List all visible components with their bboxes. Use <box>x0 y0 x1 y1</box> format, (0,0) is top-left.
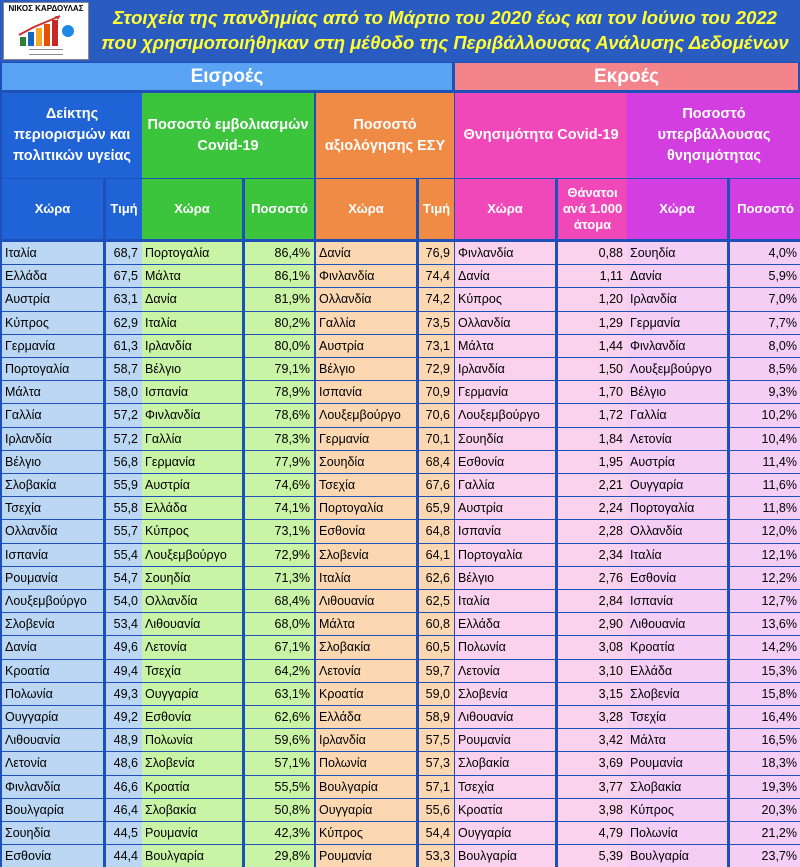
country-cell: Τσεχία <box>2 497 103 519</box>
country-cell: Πολωνία <box>316 752 416 774</box>
country-cell: Ολλανδία <box>2 520 103 542</box>
value-cell: 62,9 <box>106 312 142 334</box>
value-cell: 1,70 <box>558 381 627 403</box>
value-cell: 54,7 <box>106 567 142 589</box>
value-cell: 74,6% <box>245 474 314 496</box>
value-cell: 5,39 <box>558 845 627 867</box>
country-cell: Ιρλανδία <box>142 335 242 357</box>
country-cell: Ιρλανδία <box>316 729 416 751</box>
value-cell: 67,1% <box>245 636 314 658</box>
country-cell: Λετονία <box>2 752 103 774</box>
country-cell: Βουλγαρία <box>455 845 555 867</box>
country-cell: Λουξεμβούργο <box>455 404 555 426</box>
country-cell: Βουλγαρία <box>627 845 727 867</box>
country-cell: Φινλανδία <box>142 404 242 426</box>
country-cell: Δανία <box>455 265 555 287</box>
subheader-country-5: Χώρα <box>627 179 727 239</box>
country-cell: Ισπανία <box>455 520 555 542</box>
value-cell: 12,1% <box>730 544 800 566</box>
value-cell: 3,69 <box>558 752 627 774</box>
country-cell: Ιρλανδία <box>2 428 103 450</box>
country-cell: Μάλτα <box>627 729 727 751</box>
value-cell: 59,6% <box>245 729 314 751</box>
value-cell: 49,3 <box>106 683 142 705</box>
country-cell: Ουγγαρία <box>316 799 416 821</box>
country-cell: Λιθουανία <box>142 613 242 635</box>
country-cell: Ελλάδα <box>2 265 103 287</box>
country-cell: Εσθονία <box>2 845 103 867</box>
value-cell: 1,20 <box>558 288 627 310</box>
subheader-value-4: Θάνατοι ανά 1.000 άτομα <box>558 179 627 239</box>
country-cell: Κύπρος <box>316 822 416 844</box>
value-cell: 16,4% <box>730 706 800 728</box>
country-cell: Ολλανδία <box>455 312 555 334</box>
value-cell: 14,2% <box>730 636 800 658</box>
outputs-group-header: Εκροές <box>455 63 798 90</box>
value-cell: 2,21 <box>558 474 627 496</box>
value-cell: 55,8 <box>106 497 142 519</box>
column-title-3: Ποσοστό αξιολόγησης ΕΣΥ <box>316 93 454 178</box>
country-cell: Σουηδία <box>316 451 416 473</box>
country-cell: Φινλανδία <box>455 242 555 264</box>
country-cell: Εσθονία <box>455 451 555 473</box>
value-cell: 54,4 <box>419 822 454 844</box>
country-cell: Πορτογαλία <box>455 544 555 566</box>
country-cell: Φινλανδία <box>2 776 103 798</box>
country-cell: Ουγγαρία <box>2 706 103 728</box>
value-cell: 12,2% <box>730 567 800 589</box>
value-cell: 59,7 <box>419 660 454 682</box>
country-cell: Γερμανία <box>627 312 727 334</box>
value-cell: 86,4% <box>245 242 314 264</box>
country-cell: Δανία <box>142 288 242 310</box>
country-cell: Πορτογαλία <box>2 358 103 380</box>
value-cell: 58,9 <box>419 706 454 728</box>
country-cell: Κύπρος <box>142 520 242 542</box>
country-cell: Ελλάδα <box>627 660 727 682</box>
value-cell: 80,0% <box>245 335 314 357</box>
value-cell: 53,3 <box>419 845 454 867</box>
country-cell: Λουξεμβούργο <box>142 544 242 566</box>
value-cell: 50,8% <box>245 799 314 821</box>
value-cell: 68,0% <box>245 613 314 635</box>
value-cell: 49,6 <box>106 636 142 658</box>
value-cell: 11,6% <box>730 474 800 496</box>
value-cell: 12,0% <box>730 520 800 542</box>
country-cell: Γερμανία <box>2 335 103 357</box>
country-cell: Πολωνία <box>627 822 727 844</box>
country-cell: Ισπανία <box>627 590 727 612</box>
value-cell: 46,6 <box>106 776 142 798</box>
country-cell: Γερμανία <box>455 381 555 403</box>
country-cell: Ουγγαρία <box>455 822 555 844</box>
value-cell: 1,95 <box>558 451 627 473</box>
country-cell: Δανία <box>627 265 727 287</box>
country-cell: Λουξεμβούργο <box>2 590 103 612</box>
value-cell: 80,2% <box>245 312 314 334</box>
subheader-value-5: Ποσοστό <box>730 179 800 239</box>
country-cell: Ολλανδία <box>316 288 416 310</box>
value-cell: 57,1 <box>419 776 454 798</box>
country-cell: Πολωνία <box>455 636 555 658</box>
value-cell: 1,11 <box>558 265 627 287</box>
country-cell: Γαλλία <box>627 404 727 426</box>
country-cell: Λιθουανία <box>316 590 416 612</box>
country-cell: Ελλάδα <box>455 613 555 635</box>
value-cell: 3,98 <box>558 799 627 821</box>
value-cell: 49,4 <box>106 660 142 682</box>
country-cell: Γαλλία <box>142 428 242 450</box>
country-cell: Κροατία <box>142 776 242 798</box>
value-cell: 11,8% <box>730 497 800 519</box>
country-cell: Σλοβενία <box>627 683 727 705</box>
country-cell: Γαλλία <box>455 474 555 496</box>
value-cell: 86,1% <box>245 265 314 287</box>
value-cell: 15,8% <box>730 683 800 705</box>
value-cell: 10,2% <box>730 404 800 426</box>
value-cell: 55,9 <box>106 474 142 496</box>
country-cell: Ισπανία <box>142 381 242 403</box>
value-cell: 62,6% <box>245 706 314 728</box>
country-cell: Γαλλία <box>2 404 103 426</box>
country-cell: Ισπανία <box>316 381 416 403</box>
value-cell: 7,0% <box>730 288 800 310</box>
country-cell: Ρουμανία <box>316 845 416 867</box>
country-cell: Πορτογαλία <box>142 242 242 264</box>
column-title-4: Θνησιμότητα Covid-19 <box>455 93 627 178</box>
country-cell: Σουηδία <box>627 242 727 264</box>
value-cell: 3,10 <box>558 660 627 682</box>
country-cell: Κροατία <box>627 636 727 658</box>
value-cell: 68,4 <box>419 451 454 473</box>
value-cell: 8,5% <box>730 358 800 380</box>
country-cell: Τσεχία <box>455 776 555 798</box>
country-cell: Κροατία <box>2 660 103 682</box>
country-cell: Κροατία <box>455 799 555 821</box>
country-cell: Εσθονία <box>142 706 242 728</box>
title-line-2: που χρησιμοποιήθηκαν στη μέθοδο της Περιβάλλουσας Ανάλυσης Δεδομένων <box>101 32 789 53</box>
value-cell: 12,7% <box>730 590 800 612</box>
value-cell: 1,84 <box>558 428 627 450</box>
country-cell: Τσεχία <box>627 706 727 728</box>
country-cell: Σλοβακία <box>316 636 416 658</box>
subheader-value-2: Ποσοστό <box>245 179 314 239</box>
value-cell: 3,42 <box>558 729 627 751</box>
value-cell: 60,5 <box>419 636 454 658</box>
value-cell: 18,3% <box>730 752 800 774</box>
title-line-1: Στοιχεία της πανδημίας από το Μάρτιο του 2020 έως και τον Ιούνιο του 2022 <box>113 7 777 28</box>
value-cell: 21,2% <box>730 822 800 844</box>
value-cell: 55,4 <box>106 544 142 566</box>
value-cell: 62,6 <box>419 567 454 589</box>
country-cell: Ολλανδία <box>627 520 727 542</box>
value-cell: 48,6 <box>106 752 142 774</box>
column-title-5: Ποσοστό υπερβάλλουσας θνησιμότητας <box>627 93 800 178</box>
subheader-country-2: Χώρα <box>142 179 242 239</box>
country-cell: Αυστρία <box>316 335 416 357</box>
value-cell: 10,4% <box>730 428 800 450</box>
country-cell: Σλοβενία <box>2 613 103 635</box>
subheader-value-1: Τιμή <box>106 179 142 239</box>
country-cell: Μάλτα <box>2 381 103 403</box>
value-cell: 13,6% <box>730 613 800 635</box>
country-cell: Κύπρος <box>627 799 727 821</box>
country-cell: Βέλγιο <box>316 358 416 380</box>
country-cell: Λιθουανία <box>2 729 103 751</box>
country-cell: Πορτογαλία <box>316 497 416 519</box>
country-cell: Ουγγαρία <box>142 683 242 705</box>
column-title-2: Ποσοστό εμβολιασμών Covid-19 <box>142 93 314 178</box>
value-cell: 48,9 <box>106 729 142 751</box>
value-cell: 55,5% <box>245 776 314 798</box>
value-cell: 64,1 <box>419 544 454 566</box>
value-cell: 71,3% <box>245 567 314 589</box>
page-title <box>95 5 795 55</box>
value-cell: 56,8 <box>106 451 142 473</box>
value-cell: 57,2 <box>106 404 142 426</box>
value-cell: 16,5% <box>730 729 800 751</box>
country-cell: Εσθονία <box>627 567 727 589</box>
country-cell: Ελλάδα <box>142 497 242 519</box>
country-cell: Βέλγιο <box>2 451 103 473</box>
value-cell: 74,4 <box>419 265 454 287</box>
country-cell: Σλοβακία <box>455 752 555 774</box>
country-cell: Βέλγιο <box>627 381 727 403</box>
value-cell: 57,2 <box>106 428 142 450</box>
country-cell: Αυστρία <box>627 451 727 473</box>
country-cell: Λουξεμβούργο <box>627 358 727 380</box>
value-cell: 73,1 <box>419 335 454 357</box>
value-cell: 70,1 <box>419 428 454 450</box>
country-cell: Ιταλία <box>627 544 727 566</box>
value-cell: 7,7% <box>730 312 800 334</box>
country-cell: Σλοβακία <box>2 474 103 496</box>
column-title-1: Δείκτης περιορισμών και πολιτικών υγείας <box>2 93 142 178</box>
value-cell: 72,9% <box>245 544 314 566</box>
value-cell: 62,5 <box>419 590 454 612</box>
country-cell: Κροατία <box>316 683 416 705</box>
country-cell: Φινλανδία <box>627 335 727 357</box>
value-cell: 3,08 <box>558 636 627 658</box>
country-cell: Βουλγαρία <box>2 799 103 821</box>
value-cell: 68,4% <box>245 590 314 612</box>
country-cell: Ιρλανδία <box>627 288 727 310</box>
value-cell: 2,84 <box>558 590 627 612</box>
value-cell: 53,4 <box>106 613 142 635</box>
country-cell: Βέλγιο <box>142 358 242 380</box>
logo-caption-lines: ━━━━━━━━━━━━━━ ━━━━━━━━━━━━━━ <box>29 47 63 57</box>
value-cell: 44,5 <box>106 822 142 844</box>
country-cell: Δανία <box>2 636 103 658</box>
country-cell: Σουηδία <box>2 822 103 844</box>
country-cell: Ελλάδα <box>316 706 416 728</box>
subheader-country-4: Χώρα <box>455 179 555 239</box>
country-cell: Σλοβενία <box>142 752 242 774</box>
value-cell: 44,4 <box>106 845 142 867</box>
country-cell: Δανία <box>316 242 416 264</box>
value-cell: 70,6 <box>419 404 454 426</box>
value-cell: 20,3% <box>730 799 800 821</box>
country-cell: Λετονία <box>455 660 555 682</box>
header-bar <box>0 0 800 62</box>
value-cell: 9,3% <box>730 381 800 403</box>
country-cell: Ιταλία <box>455 590 555 612</box>
country-cell: Γερμανία <box>142 451 242 473</box>
country-cell: Ρουμανία <box>627 752 727 774</box>
country-cell: Ισπανία <box>2 544 103 566</box>
country-cell: Ρουμανία <box>142 822 242 844</box>
value-cell: 63,1% <box>245 683 314 705</box>
value-cell: 73,1% <box>245 520 314 542</box>
value-cell: 23,7% <box>730 845 800 867</box>
value-cell: 2,76 <box>558 567 627 589</box>
country-cell: Ιταλία <box>2 242 103 264</box>
value-cell: 3,77 <box>558 776 627 798</box>
value-cell: 78,6% <box>245 404 314 426</box>
country-cell: Λιθουανία <box>627 613 727 635</box>
country-cell: Σλοβενία <box>455 683 555 705</box>
value-cell: 76,9 <box>419 242 454 264</box>
value-cell: 79,1% <box>245 358 314 380</box>
value-cell: 2,28 <box>558 520 627 542</box>
value-cell: 61,3 <box>106 335 142 357</box>
value-cell: 1,50 <box>558 358 627 380</box>
value-cell: 74,1% <box>245 497 314 519</box>
value-cell: 2,24 <box>558 497 627 519</box>
value-cell: 64,8 <box>419 520 454 542</box>
value-cell: 78,9% <box>245 381 314 403</box>
country-cell: Λετονία <box>142 636 242 658</box>
country-cell: Ιταλία <box>316 567 416 589</box>
value-cell: 4,0% <box>730 242 800 264</box>
country-cell: Ρουμανία <box>455 729 555 751</box>
country-cell: Βέλγιο <box>455 567 555 589</box>
subheader-country-3: Χώρα <box>316 179 416 239</box>
country-cell: Σλοβακία <box>627 776 727 798</box>
value-cell: 15,3% <box>730 660 800 682</box>
country-cell: Κύπρος <box>455 288 555 310</box>
country-cell: Λετονία <box>316 660 416 682</box>
value-cell: 57,1% <box>245 752 314 774</box>
country-cell: Αυστρία <box>455 497 555 519</box>
value-cell: 57,3 <box>419 752 454 774</box>
country-cell: Μάλτα <box>455 335 555 357</box>
value-cell: 19,3% <box>730 776 800 798</box>
value-cell: 73,5 <box>419 312 454 334</box>
value-cell: 57,5 <box>419 729 454 751</box>
country-cell: Ιταλία <box>142 312 242 334</box>
value-cell: 29,8% <box>245 845 314 867</box>
country-cell: Πολωνία <box>142 729 242 751</box>
value-cell: 74,2 <box>419 288 454 310</box>
value-cell: 0,88 <box>558 242 627 264</box>
value-cell: 72,9 <box>419 358 454 380</box>
value-cell: 63,1 <box>106 288 142 310</box>
value-cell: 1,72 <box>558 404 627 426</box>
value-cell: 1,44 <box>558 335 627 357</box>
subheader-value-3: Τιμή <box>419 179 454 239</box>
value-cell: 58,7 <box>106 358 142 380</box>
country-cell: Τσεχία <box>142 660 242 682</box>
country-cell: Ρουμανία <box>2 567 103 589</box>
country-cell: Βουλγαρία <box>316 776 416 798</box>
value-cell: 11,4% <box>730 451 800 473</box>
value-cell: 4,79 <box>558 822 627 844</box>
country-cell: Γερμανία <box>316 428 416 450</box>
value-cell: 2,90 <box>558 613 627 635</box>
subheader-country-1: Χώρα <box>2 179 103 239</box>
author-logo <box>3 2 89 60</box>
country-cell: Ολλανδία <box>142 590 242 612</box>
value-cell: 77,9% <box>245 451 314 473</box>
bar-chart-logo-icon <box>16 13 76 47</box>
value-cell: 49,2 <box>106 706 142 728</box>
inputs-group-header: Εισροές <box>2 63 452 90</box>
value-cell: 60,8 <box>419 613 454 635</box>
value-cell: 8,0% <box>730 335 800 357</box>
country-cell: Τσεχία <box>316 474 416 496</box>
value-cell: 3,28 <box>558 706 627 728</box>
value-cell: 55,7 <box>106 520 142 542</box>
value-cell: 58,0 <box>106 381 142 403</box>
country-cell: Εσθονία <box>316 520 416 542</box>
value-cell: 70,9 <box>419 381 454 403</box>
value-cell: 59,0 <box>419 683 454 705</box>
country-cell: Λουξεμβούργο <box>316 404 416 426</box>
value-cell: 64,2% <box>245 660 314 682</box>
value-cell: 67,6 <box>419 474 454 496</box>
country-cell: Βουλγαρία <box>142 845 242 867</box>
country-cell: Πολωνία <box>2 683 103 705</box>
value-cell: 67,5 <box>106 265 142 287</box>
country-cell: Ουγγαρία <box>627 474 727 496</box>
value-cell: 68,7 <box>106 242 142 264</box>
country-cell: Αυστρία <box>2 288 103 310</box>
country-cell: Μάλτα <box>316 613 416 635</box>
value-cell: 81,9% <box>245 288 314 310</box>
country-cell: Ιρλανδία <box>455 358 555 380</box>
value-cell: 65,9 <box>419 497 454 519</box>
country-cell: Αυστρία <box>142 474 242 496</box>
country-cell: Σουηδία <box>142 567 242 589</box>
country-cell: Πορτογαλία <box>627 497 727 519</box>
country-cell: Σλοβενία <box>316 544 416 566</box>
country-cell: Φινλανδία <box>316 265 416 287</box>
value-cell: 78,3% <box>245 428 314 450</box>
value-cell: 5,9% <box>730 265 800 287</box>
country-cell: Κύπρος <box>2 312 103 334</box>
country-cell: Λετονία <box>627 428 727 450</box>
value-cell: 54,0 <box>106 590 142 612</box>
value-cell: 2,34 <box>558 544 627 566</box>
value-cell: 42,3% <box>245 822 314 844</box>
country-cell: Λιθουανία <box>455 706 555 728</box>
country-cell: Σουηδία <box>455 428 555 450</box>
country-cell: Μάλτα <box>142 265 242 287</box>
value-cell: 46,4 <box>106 799 142 821</box>
value-cell: 3,15 <box>558 683 627 705</box>
country-cell: Γαλλία <box>316 312 416 334</box>
value-cell: 55,6 <box>419 799 454 821</box>
logo-name: ΝΙΚΟΣ ΚΑΡΔΟΥΛΑΣ <box>8 4 84 13</box>
country-cell: Σλοβακία <box>142 799 242 821</box>
value-cell: 1,29 <box>558 312 627 334</box>
